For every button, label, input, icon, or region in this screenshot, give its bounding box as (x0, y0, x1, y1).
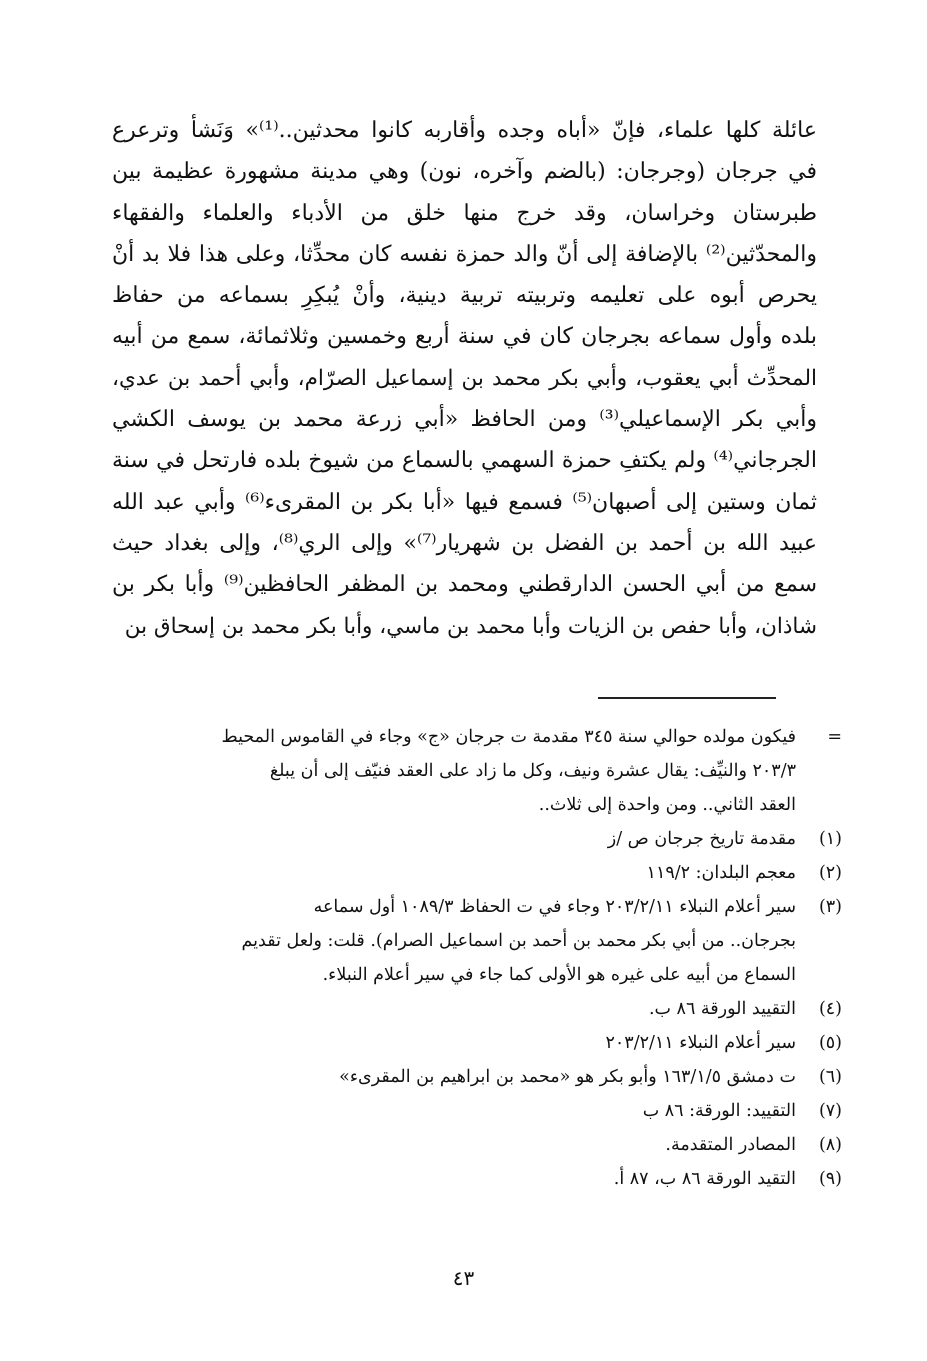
body-line: وأبي بكر الإسماعيلي⁽³⁾ ومن الحافظ «أبي زرعة محمد بن يوسف الكشي (112, 407, 817, 433)
footnote-line: بجرجان.. من أبي بكر محمد بن أحمد بن اسماعيل الصرام). قلت: ولعل تقديم (241, 931, 796, 951)
footnote-text (112, 890, 796, 992)
footnote-line: معجم البلدان: ١١٩/٢ (646, 863, 796, 883)
body-line: بلده وأول سماعه بجرجان كان في سنة أربع وخمسين وثلاثمائة، سمع من أبيه (112, 324, 817, 350)
footnote (112, 1128, 842, 1162)
footnote-line: ٢٠٣/٣ والنيِّف: يقال عشرة ونيف، وكل ما زاد على العقد فنيّف إلى أن يبلغ (269, 761, 796, 781)
body-line: شاذان، وأبا حفص بن الزيات وأبا محمد بن ماسي، وأبا بكر محمد بن إسحاق بن (124, 613, 817, 639)
footnote-line: سير أعلام النبلاء ٢٠٣/٢/١١ وجاء في ت الحفاظ ١٠٨٩/٣ أول سماعه (313, 897, 796, 917)
body-line: في جرجان (وجرجان: (بالضم وآخره، نون) وهي مدينة مشهورة عظيمة بين (112, 159, 817, 185)
footnote-number: (١) (818, 829, 842, 849)
footnote-text (112, 1094, 796, 1128)
footnote-line: السماع من أبيه على غيره هو الأولى كما جاء في سير أعلام النبلاء. (322, 965, 796, 985)
footnote-number: (٦) (818, 1067, 842, 1087)
body-line: ثمان وستين إلى أصبهان⁽⁵⁾ فسمع فيها «أبا بكر بن المقرىء⁽⁶⁾ وأبي عبد الله (112, 489, 817, 515)
footnote (112, 822, 842, 856)
footnote (112, 1162, 842, 1196)
footnote-text (112, 1060, 796, 1094)
footnote-number: = (827, 727, 842, 747)
footnote-line: المصادر المتقدمة. (665, 1135, 796, 1155)
footnote-text (112, 856, 796, 890)
body-line: طبرستان وخراسان، وقد خرج منها خلق من الأدباء والعلماء والفقهاء (112, 200, 817, 226)
footnote-number: (٥) (818, 1033, 842, 1053)
footnote-line: مقدمة تاريخ جرجان ص /ز (607, 829, 796, 849)
footnote-line: سير أعلام النبلاء ٢٠٣/٢/١١ (605, 1033, 796, 1053)
footnote (112, 1094, 842, 1128)
footnote-number: (٧) (818, 1101, 842, 1121)
footnotes (112, 720, 842, 1196)
page-number: ٤٣ (452, 1266, 475, 1290)
footnote (112, 856, 842, 890)
footnote-separator (598, 697, 776, 699)
body-line: عائلة كلها علماء، فإنّ «أباه وجده وأقاربه كانوا محدثين..⁽¹⁾» وَنَشأ وترعرع (112, 118, 817, 143)
footnote (112, 890, 842, 992)
footnote-text (112, 720, 796, 822)
body-line: سمع من أبي الحسن الدارقطني ومحمد بن المظفر الحافظين⁽⁹⁾ وأبا بكر بن (112, 572, 817, 598)
footnote (112, 720, 842, 822)
footnote-line: التقيد الورقة ٨٦ ب، ٨٧ أ. (613, 1169, 796, 1189)
footnote-line: فيكون مولده حوالي سنة ٣٤٥ مقدمة ت جرجان «ج» وجاء في القاموس المحيط (221, 727, 796, 747)
footnote-number: (٤) (818, 999, 842, 1019)
body-line: الجرجاني⁽⁴⁾ ولم يكتفِ حمزة السهمي بالسماع من شيوخ بلده فارتحل في سنة (112, 448, 817, 474)
footnote-number: (٨) (818, 1135, 842, 1155)
footnote (112, 992, 842, 1026)
footnote-line: ت دمشق ١٦٣/١/٥ وأبو بكر هو «محمد بن ابراهيم بن المقرىء» (339, 1067, 796, 1087)
body-line: عبيد الله بن أحمد بن الفضل بن شهريار⁽⁷⁾» وإلى الري⁽⁸⁾، وإلى بغداد حيث (112, 530, 817, 556)
footnote-text (112, 822, 796, 856)
footnote (112, 1026, 842, 1060)
footnote-number: (٩) (818, 1169, 842, 1189)
footnote (112, 1060, 842, 1094)
main-text (112, 110, 817, 647)
body-line: المحدِّث أبي يعقوب، وأبي بكر محمد بن إسماعيل الصرّام، وأبي أحمد بن عدي، (112, 365, 817, 391)
footnote-number: (٣) (818, 897, 842, 917)
body-line: يحرص أبوه على تعليمه وتربيته تربية دينية، وأنْ يُبكِرِ بسماعه من حفاظ (112, 283, 817, 309)
footnote-number: (٢) (818, 863, 842, 883)
body-line: والمحدّثين⁽²⁾ بالإضافة إلى أنّ والد حمزة نفسه كان محدِّثا، وعلى هذا فلا بد أنْ (112, 241, 817, 267)
footnote-text (112, 1162, 796, 1196)
footnote-line: العقد الثاني.. ومن واحدة إلى ثلاث.. (538, 795, 796, 815)
footnote-line: التقييد الورقة ٨٦ ب. (648, 999, 796, 1019)
footnote-text (112, 992, 796, 1026)
footnote-line: التقييد: الورقة: ٨٦ ب (642, 1101, 796, 1121)
footnote-text (112, 1026, 796, 1060)
footnote-text (112, 1128, 796, 1162)
